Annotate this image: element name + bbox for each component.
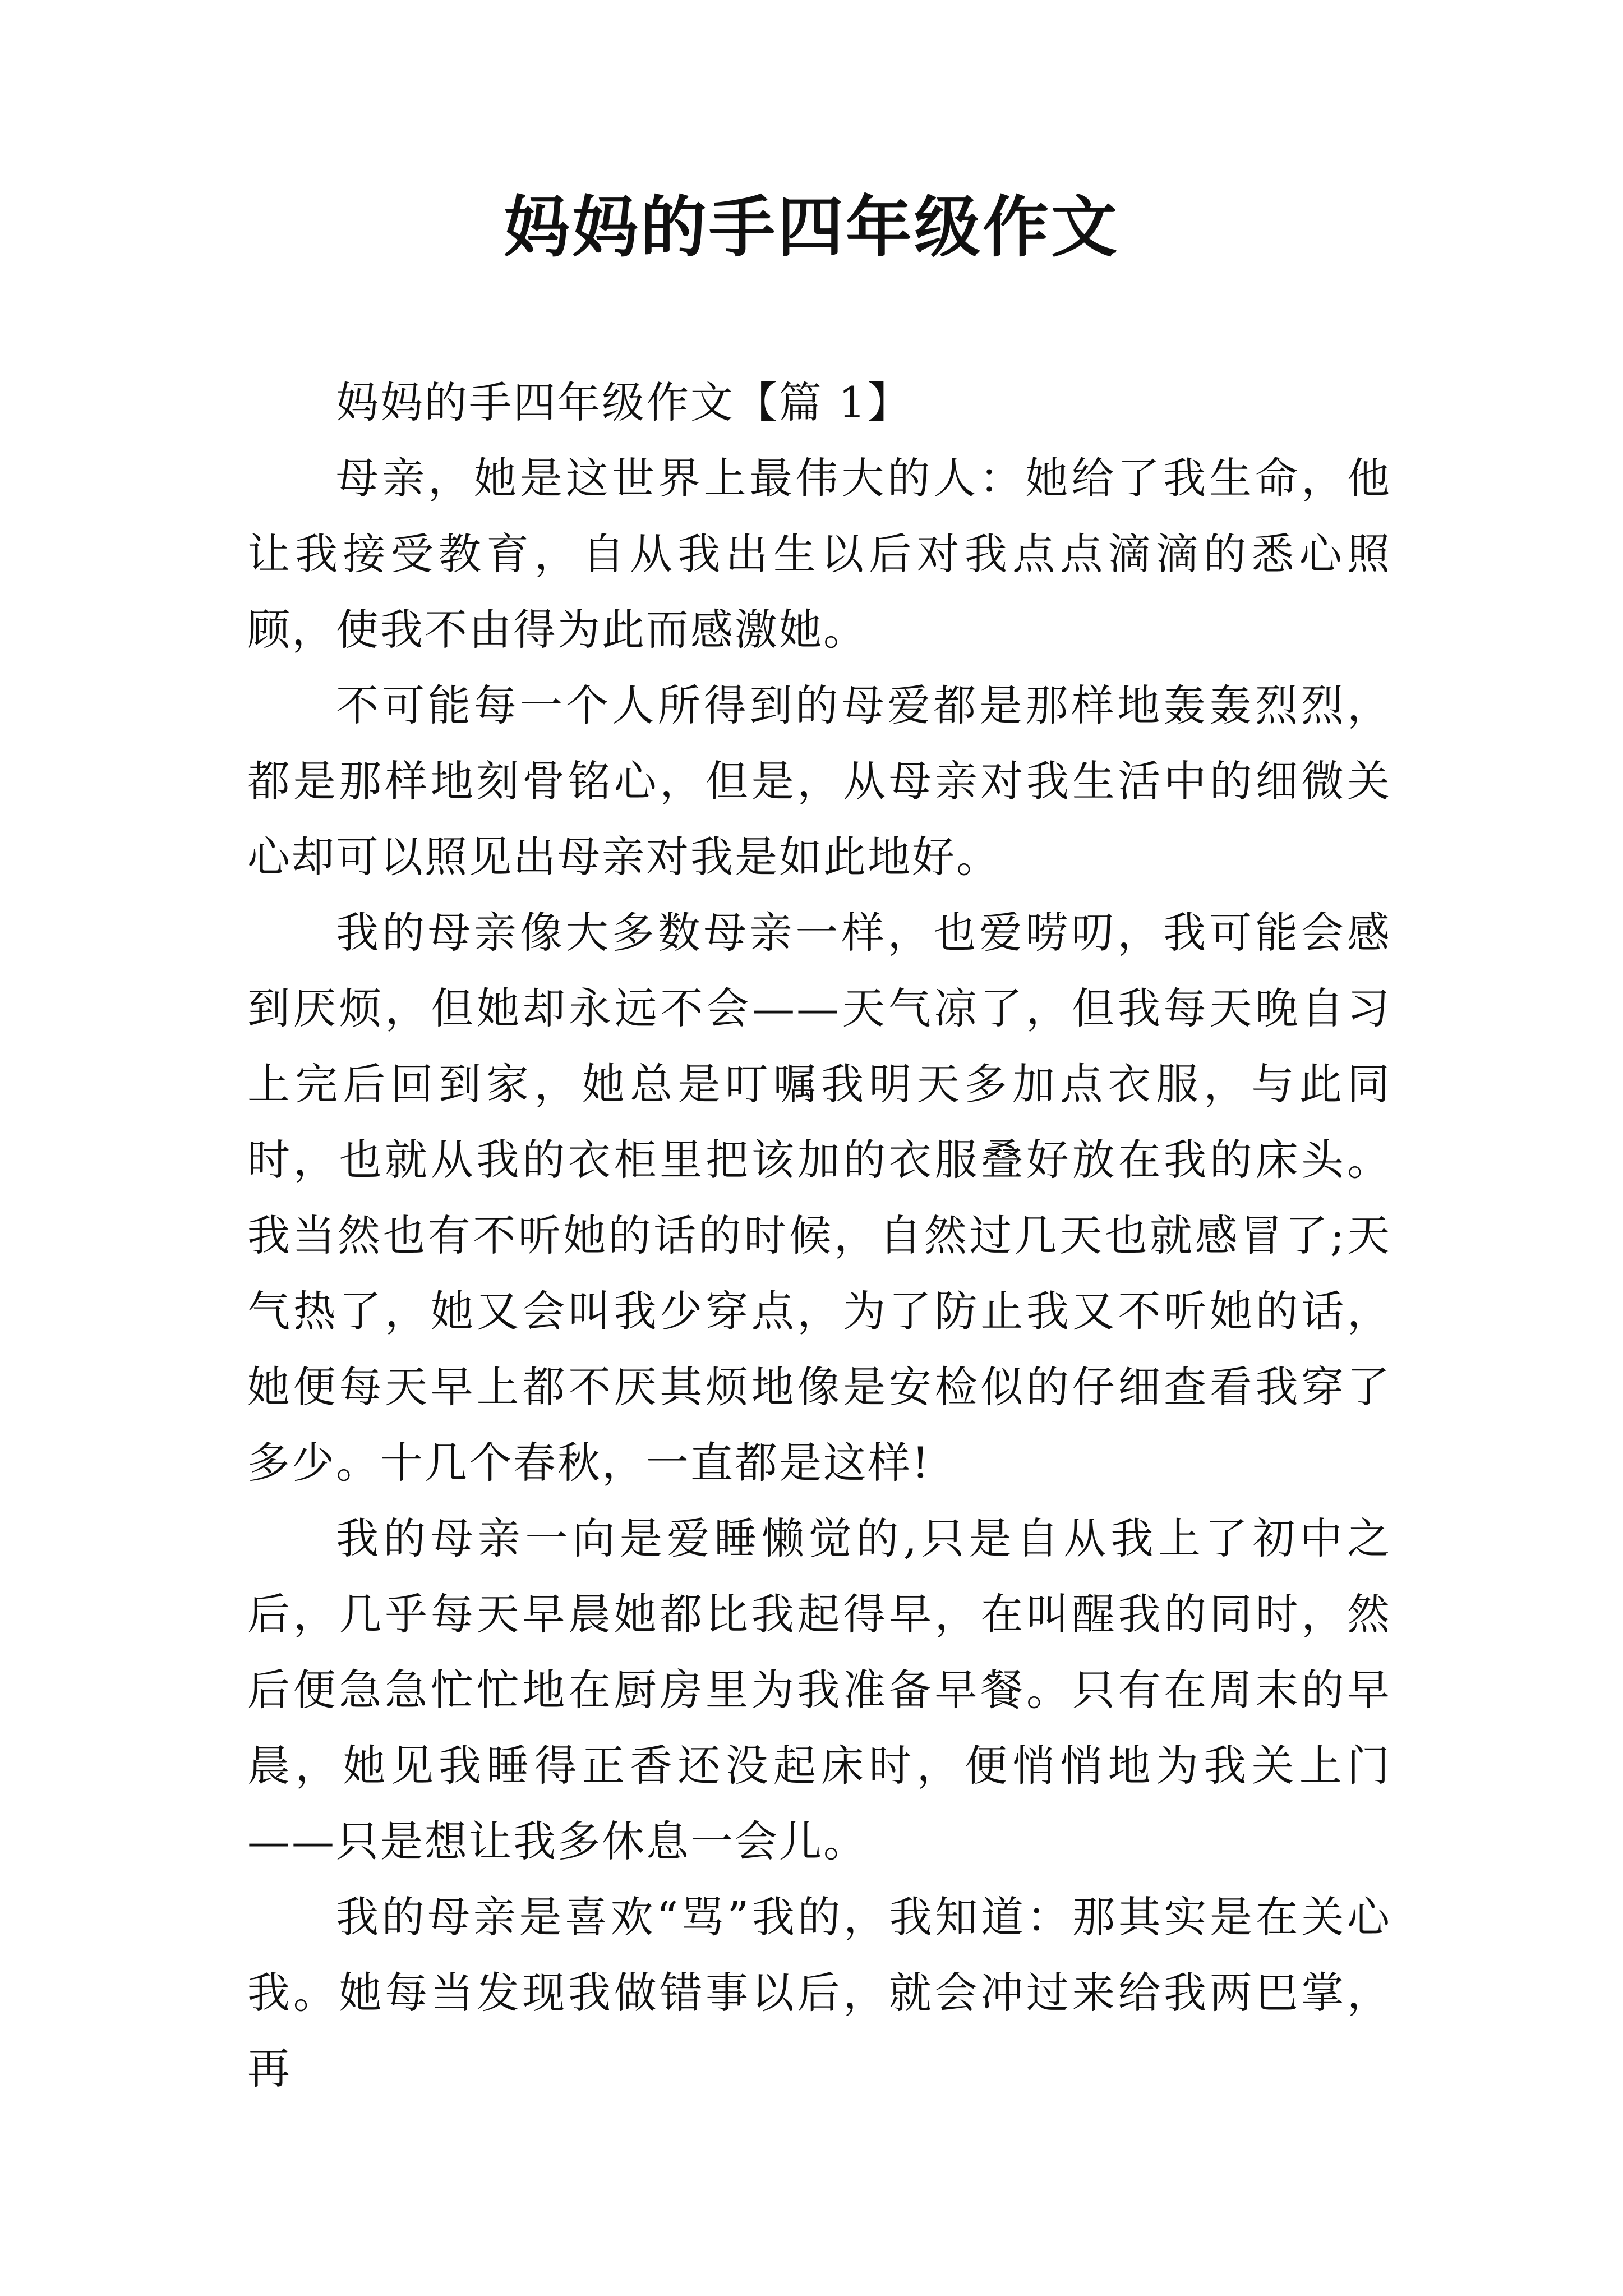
document-title: 妈妈的手四年级作文 — [503, 188, 1119, 266]
paragraph: 我的母亲像大多数母亲一样，也爱唠叨，我可能会感到厌烦，但她却永远不会——天气凉了，但我每天晚自习上完后回到家，她总是叮嘱我明天多加点衣服，与此同时，也就从我的衣柜里把该加的衣服叠好放在我的床头。我当然也有不听她的话的时候，自然过几天也就感冒了;天气热了，她又会叫我少穿点，为了防止我又不听她的话，她便每天早上都不厌其烦地像是安检似的仔细查看我穿了多少。十几个春秋，一直都是这样! — [247, 908, 1391, 1488]
paragraph: 母亲，她是这世界上最伟大的人：她给了我生命，他让我接受教育，自从我出生以后对我点点滴滴的悉心照顾，使我不由得为此而感激她。 — [247, 453, 1391, 655]
paragraph: 我的母亲一向是爱睡懒觉的,只是自从我上了初中之后，几乎每天早晨她都比我起得早，在叫醒我的同时，然后便急急忙忙地在厨房里为我准备早餐。只有在周末的早晨，她见我睡得正香还没起床时，便悄悄地为我关上门——只是想让我多休息一会儿。 — [247, 1513, 1391, 1866]
paragraph: 我的母亲是喜欢“骂”我的，我知道：那其实是在关心我。她每当发现我做错事以后，就会冲过来给我两巴掌，再 — [247, 1892, 1391, 2093]
document-body — [247, 365, 1391, 2106]
paragraph: 不可能每一个人所得到的母爱都是那样地轰轰烈烈，都是那样地刻骨铭心，但是，从母亲对我生活中的细微关心却可以照见出母亲对我是如此地好。 — [247, 680, 1391, 882]
section-heading: 妈妈的手四年级作文【篇 1】 — [336, 378, 912, 427]
